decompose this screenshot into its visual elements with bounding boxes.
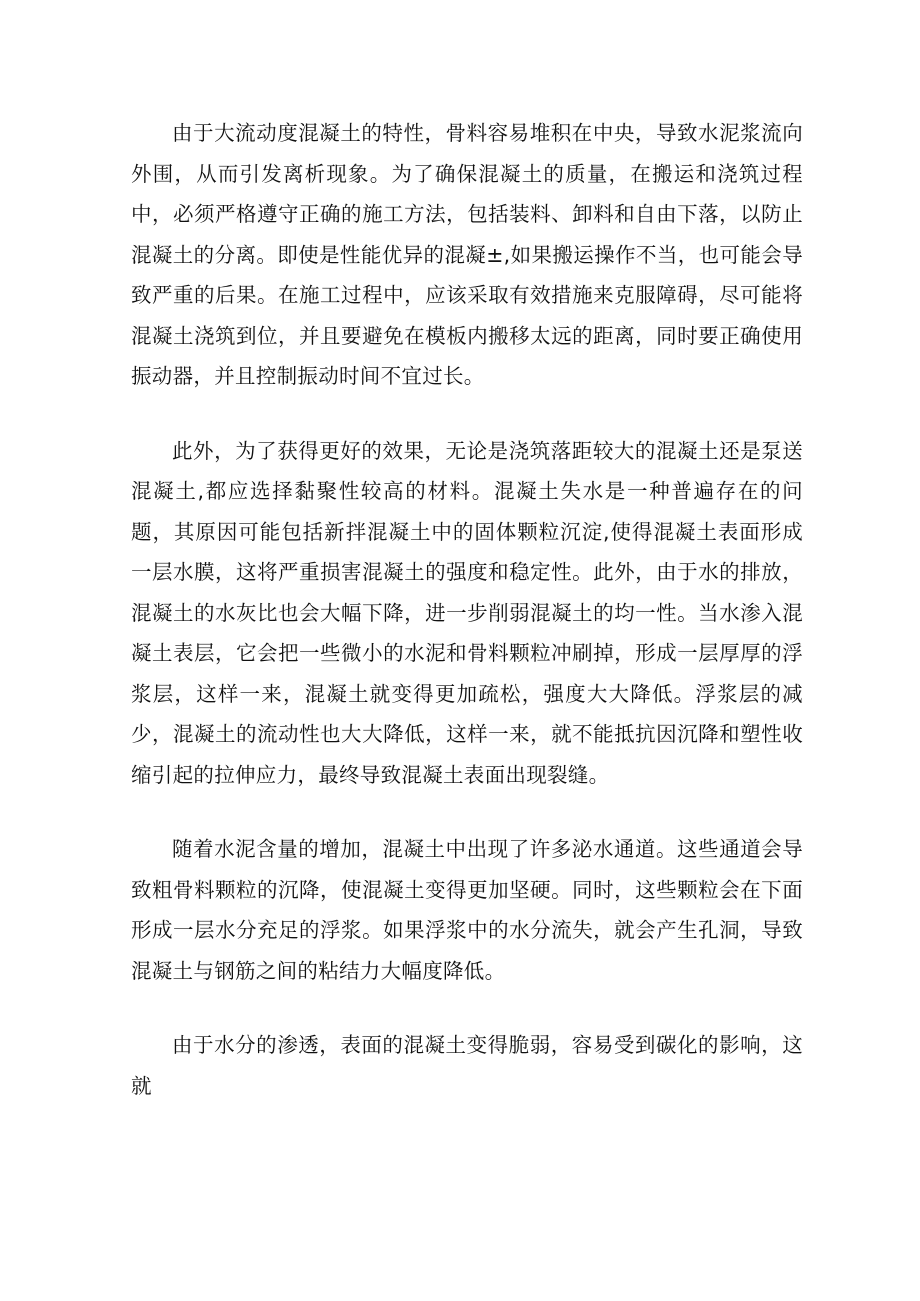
document-body bbox=[131, 113, 803, 1140]
paragraph-1: 由于大流动度混凝土的特性，骨料容易堆积在中央，导致水泥浆流向外围，从而引发离析现象。为了确保混凝土的质量，在搬运和浇筑过程中，必须严格遵守正确的施工方法，包括装料、卸料和自由下落，以防止混凝土的分离。即使是性能优异的混凝±,如果搬运操作不当，也可能会导致严重的后果。在施工过程中，应该采取有效措施来克服障碍，尽可能将混凝土浇筑到位，并且要避免在模板内搬移太远的距离，同时要正确使用振动器，并且控制振动时间不宜过长。 bbox=[131, 121, 803, 388]
paragraph-4: 由于水分的渗透，表面的混凝土变得脆弱，容易受到碳化的影响，这就 bbox=[131, 1033, 803, 1098]
paragraph-2: 此外，为了获得更好的效果，无论是浇筑落距较大的混凝土还是泵送混凝土,都应选择黏聚性较高的材料。混凝土失水是一种普遍存在的问题，其原因可能包括新拌混凝土中的固体颗粒沉淀,使得混凝土表面形成一层水膜，这将严重损害混凝土的强度和稳定性。此外，由于水的排放，混凝土的水灰比也会大幅下降，进一步削弱混凝土的均一性。当水渗入混凝土表层，它会把一些微小的水泥和骨料颗粒冲刷掉，形成一层厚厚的浮浆层，这样一来，混凝土就变得更加疏松，强度大大降低。浮浆层的减少，混凝土的流动性也大大降低，这样一来，就不能抵抗因沉降和塑性收缩引起的拉伸应力，最终导致混凝土表面出现裂缝。 bbox=[131, 438, 803, 787]
paragraph-3: 随着水泥含量的增加，混凝土中出现了许多泌水通道。这些通道会导致粗骨料颗粒的沉降，使混凝土变得更加坚硬。同时，这些颗粒会在下面形成一层水分充足的浮浆。如果浮浆中的水分流失，就会产生孔洞，导致混凝土与钢筋之间的粘结力大幅度降低。 bbox=[131, 837, 803, 983]
